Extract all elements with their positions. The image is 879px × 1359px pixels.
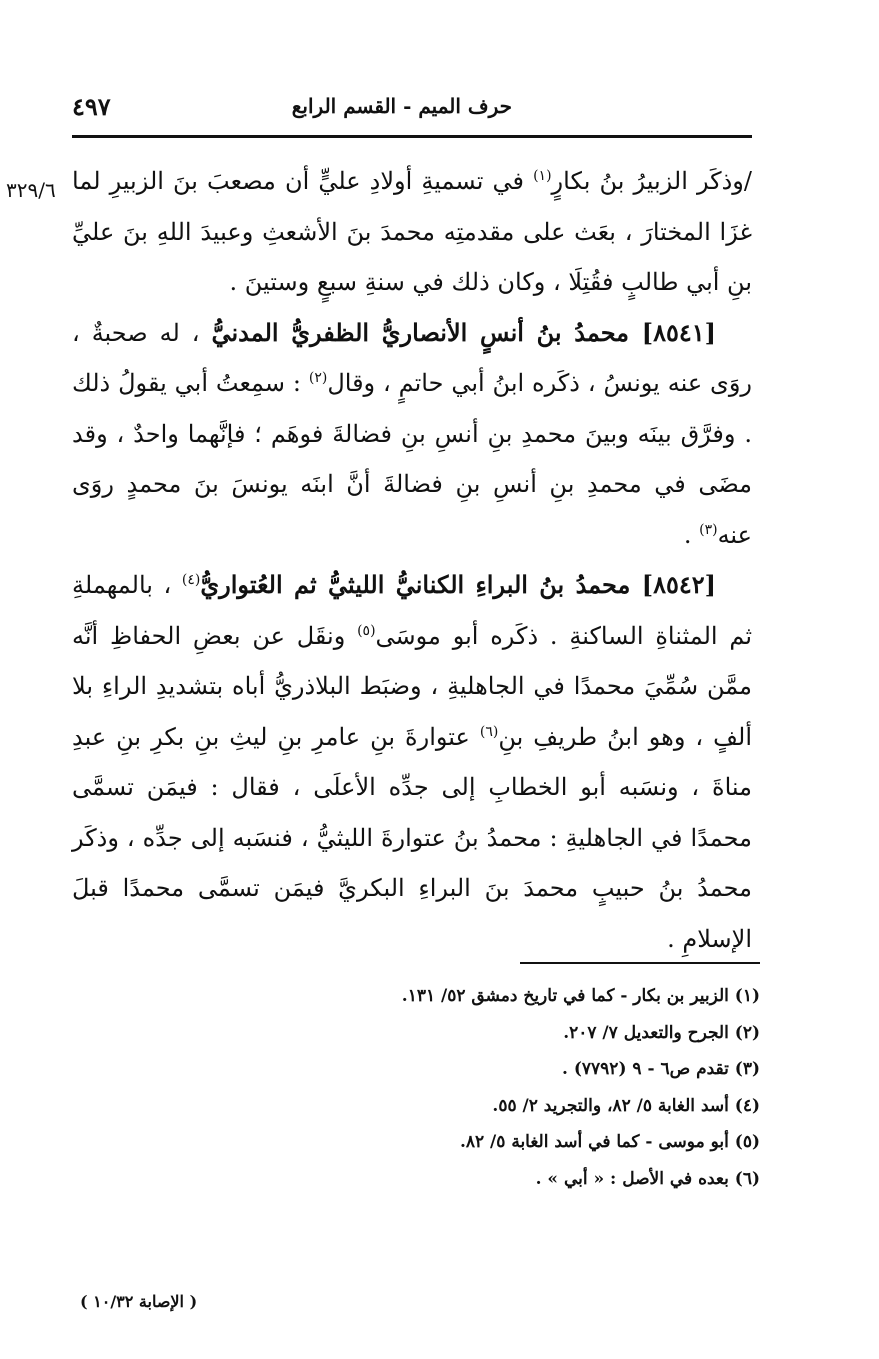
paragraph-text: في تسميةِ أولادِ عليٍّ أن مصعبَ بنَ الزبيرِ لما غزَا المختارَ ، بعَث على مقدمتِه محمدَ بنَ الأشعثِ وعبيدَ اللهِ بنَ عليِّ بنِ أبي طالبٍ فقُتِلَا ، وكان ذلك في سنةِ سبعٍ وستينَ . xyxy=(72,167,752,296)
entry-text: ، بالمهملةِ ثم المثناةِ الساكنةِ . ذكَره أبو موسَى xyxy=(72,571,753,650)
entry-text: : سمِعتُ أبي يقولُ ذلك . وفرَّق بينَه وبينَ محمدِ بنِ أنسِ بنِ فضالةَ فوهَم ؛ فإنَّهما واحدٌ ، وقد مضَى في محمدِ بنِ أنسِ بنِ فضالةَ أنَّ ابنَه يونسَ بنَ محمدٍ روَى عنه xyxy=(72,369,752,549)
header-rule xyxy=(72,135,752,138)
footnote: (١) الزبير بن بكار - كما في تاريخ دمشق ٥٢/ ١٣١. xyxy=(401,986,760,1006)
margin-reference: ٣٢٩/٦ xyxy=(6,178,56,202)
footnote-mark: (٦) xyxy=(479,723,499,740)
entry-8541 xyxy=(72,308,752,561)
entry-8542 xyxy=(72,560,752,964)
entry-text: ، له صحبةٌ ، روَى عنه يونسُ ، ذكَره ابنُ أبي حاتمٍ ، وقال xyxy=(72,318,752,397)
entry-heading: [٨٥٤٢] محمدُ بنُ البراءِ الكنانيُّ الليثيُّ ثم العُتواريُّ xyxy=(200,570,717,599)
footnote-mark: (١) xyxy=(533,168,552,184)
body-text xyxy=(72,156,752,964)
entry-text: . xyxy=(683,520,692,549)
footnote: (٥) أبو موسى - كما في أسد الغابة ٥/ ٨٢. xyxy=(459,1132,760,1153)
footnote-mark: (٣) xyxy=(699,521,718,538)
footnotes xyxy=(72,978,760,1198)
entry-text: عتوارةَ بنِ عامرِ بنِ ليثِ بنِ بكرِ بنِ عبدِ مناةَ ، ونسَبه أبو الخطابِ إلى جدِّه الأعلَى ، فقال : فيمَن تسمَّى محمدًا في الجاهليةِ : محمدُ بنُ عتوارةَ الليثيُّ ، فنسَبه إلى جدِّه ، وذكَر محمدُ بنُ حبيبٍ محمدَ بنَ البراءِ البكريَّ فيمَن تسمَّى محمدًا قبلَ الإسلامِ . xyxy=(72,722,752,953)
footnote: (٦) بعده في الأصل : « أبي » . xyxy=(535,1168,760,1189)
entry-text: ونقَل عن بعضِ الحفاظِ أنَّه ممَّن سُمِّيَ محمدًا في الجاهليةِ ، وضبَط البلاذريُّ أباه بتشديدِ الراءِ بلا ألفٍ ، وهو ابنُ طريفِ بنِ xyxy=(72,621,753,751)
page-header xyxy=(72,92,752,128)
footnote: (٣) تقدم ص٦ - ٩ (٧٧٩٢) . xyxy=(562,1059,760,1080)
entry-heading: [٨٥٤١] محمدُ بنُ أنسٍ الأنصاريُّ الظفريُّ المدنيُّ xyxy=(211,317,716,347)
footnote-mark: (٢) xyxy=(308,370,328,386)
paragraph-intro xyxy=(72,156,752,308)
page-number: ٤٩٧ xyxy=(72,92,111,121)
footnotes-rule xyxy=(520,962,760,964)
paragraph-text: /وذكَر الزبيرُ بنُ بكارٍ xyxy=(551,167,752,195)
running-title: حرف الميم - القسم الرابع xyxy=(291,94,512,118)
volume-signature: ( الإصابة ١٠/٣٢ ) xyxy=(80,1292,198,1311)
footnote-mark: (٥) xyxy=(357,622,376,639)
footnote: (٢) الجرح والتعديل ٧/ ٢٠٧. xyxy=(563,1022,760,1043)
footnote: (٤) أسد الغابة ٥/ ٨٢، والتجريد ٢/ ٥٥. xyxy=(492,1095,760,1116)
footnote-mark: (٤) xyxy=(181,572,201,588)
